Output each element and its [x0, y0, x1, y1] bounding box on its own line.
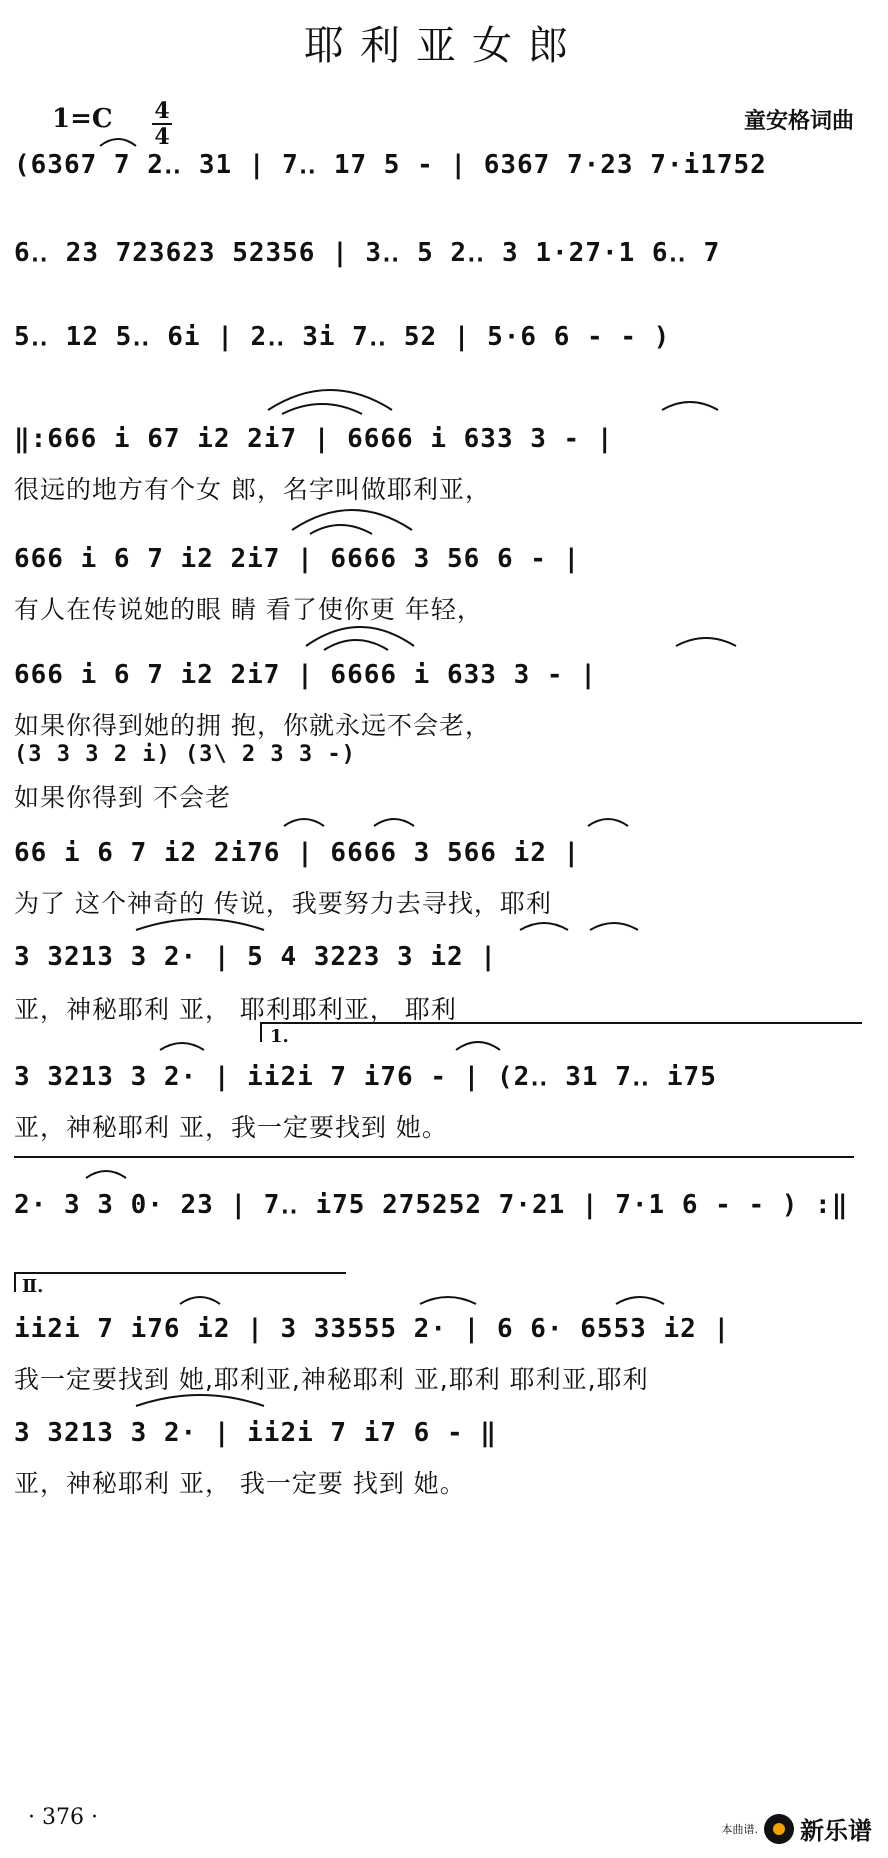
song-title: 耶利亚女郎 — [304, 23, 584, 69]
lyric-row-9: 亚，神秘耶利 亚，我一定要找到 她。 — [14, 1113, 448, 1142]
first-ending-label: 1. — [270, 1026, 289, 1047]
slur-8 — [324, 640, 388, 650]
notation-row-11: ii2i 7 i76 i2 | 3 33555 2· | 6 6· 6553 i2 | — [14, 1314, 731, 1344]
record-logo-icon — [764, 1814, 794, 1844]
slur-11 — [374, 819, 414, 826]
second-ending-label: Ⅱ. — [22, 1276, 44, 1297]
lyric-row-8: 亚，神秘耶利 亚， 耶利耶利亚， 耶利 — [14, 995, 457, 1024]
notation-row-7: 66 i 6 7 i2 2i76 | 6666 3 566 i2 | — [14, 838, 581, 868]
slur-13 — [136, 919, 264, 930]
slur-22 — [136, 1395, 264, 1406]
page-number: · 376 · — [28, 1805, 98, 1830]
slur-1 — [100, 139, 136, 146]
notation-row-4: ‖:666 i 67 i2 2i7 | 6666 i 633 3 - | — [14, 424, 614, 454]
notation-row-6-variant: (3 3 3 2 i) (3\ 2 3 3 -) — [14, 742, 356, 767]
slur-18 — [86, 1171, 126, 1178]
source-small-text: 本曲谱. — [721, 1822, 758, 1836]
notation-row-3: 5‥ 12 5‥ 6i | 2‥ 3i 7‥ 52 | 5·6 6 - - ) — [14, 322, 671, 352]
notation-row-12: 3 3213 3 2· | ii2i 7 i7 6 - ‖ — [14, 1418, 497, 1448]
lyric-row-6-variant: 如果你得到 不会老 — [14, 783, 231, 812]
slur-9 — [676, 638, 736, 646]
lyric-row-6: 如果你得到她的拥 抱，你就永远不会老， — [14, 711, 491, 740]
lyric-row-7: 为了 这个神奇的 传说，我要努力去寻找，耶利 — [14, 889, 552, 918]
key-signature: 1=C — [52, 104, 113, 134]
time-top: 4 — [154, 98, 170, 124]
lyric-row-12: 亚，神秘耶利 亚， 我一定要 找到 她。 — [14, 1469, 466, 1498]
slur-2 — [268, 390, 392, 410]
slur-17 — [456, 1042, 500, 1050]
time-bottom: 4 — [154, 124, 170, 150]
slur-4 — [662, 402, 718, 410]
slur-15 — [590, 923, 638, 930]
slur-6 — [310, 525, 372, 534]
lyric-row-5: 有人在传说她的眼 睛 看了使你更 年轻， — [14, 595, 483, 624]
notation-row-8: 3 3213 3 2· | 5 4 3223 3 i2 | — [14, 942, 497, 972]
slur-20 — [420, 1297, 476, 1304]
slur-21 — [616, 1297, 664, 1304]
slur-10 — [284, 819, 324, 826]
slur-3 — [282, 404, 362, 414]
slur-14 — [520, 923, 568, 930]
notation-row-9: 3 3213 3 2· | ii2i 7 i76 - | (2‥ 31 7‥ i75 — [14, 1062, 717, 1092]
notation-row-5: 666 i 6 7 i2 2i7 | 6666 3 56 6 - | — [14, 544, 581, 574]
composer-credit: 童安格词曲 — [743, 108, 854, 134]
notation-row-2: 6‥ 23 723623 52356 | 3‥ 5 2‥ 3 1·27·1 6‥ 7 — [14, 238, 721, 268]
notation-row-10: 2· 3 3 0· 23 | 7‥ i75 275252 7·21 | 7·1 6 - - ) :‖ — [14, 1190, 849, 1220]
lyric-row-11: 我一定要找到 她,耶利亚,神秘耶利 亚,耶利 耶利亚,耶利 — [14, 1365, 649, 1394]
slur-7 — [306, 627, 414, 646]
slur-12 — [588, 819, 628, 826]
slur-16 — [160, 1043, 204, 1050]
slur-19 — [180, 1297, 220, 1304]
lyric-row-4: 很远的地方有个女 郎，名字叫做耶利亚， — [14, 475, 491, 504]
notation-row-6: 666 i 6 7 i2 2i7 | 6666 i 633 3 - | — [14, 660, 597, 690]
source-watermark — [722, 1811, 873, 1846]
source-brand: 新乐谱 — [800, 1817, 872, 1845]
notation-row-1: (6367 7 2‥ 31 | 7‥ 17 5 - | 6367 7·23 7·i1752 — [14, 150, 767, 180]
